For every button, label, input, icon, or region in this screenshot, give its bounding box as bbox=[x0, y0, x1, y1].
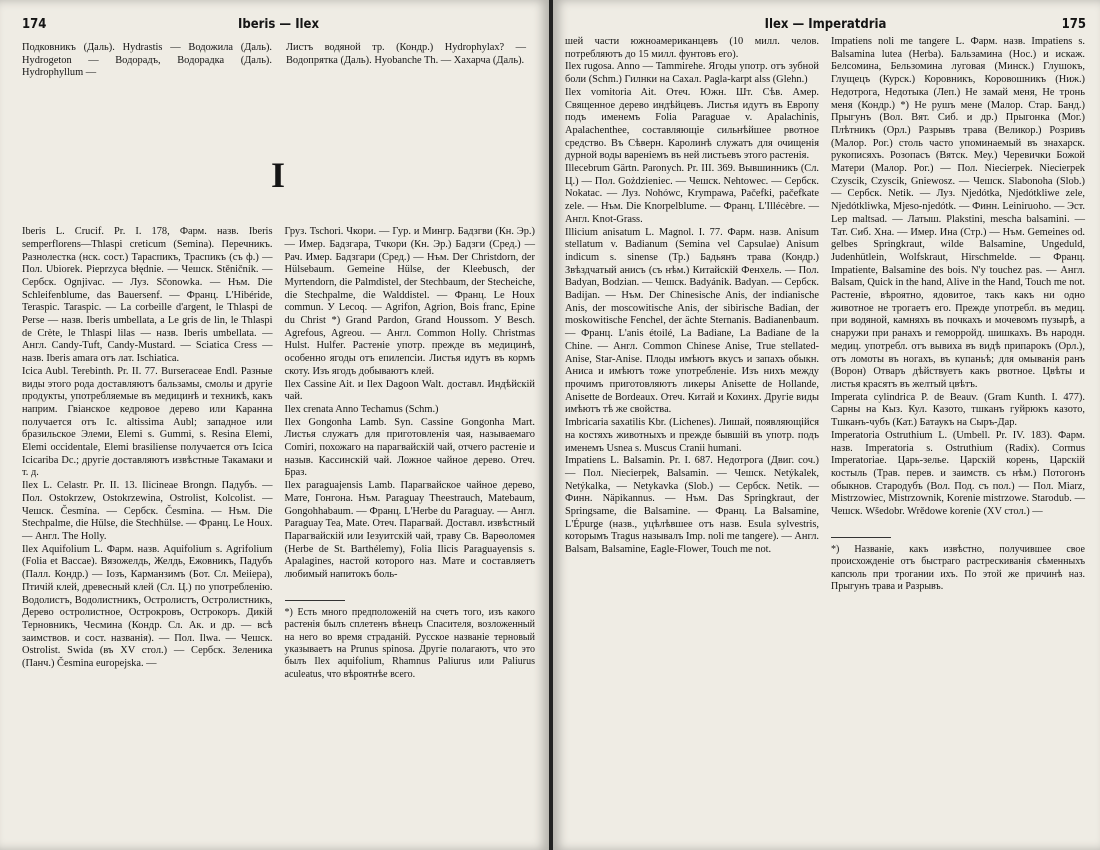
left-column-1 bbox=[22, 226, 273, 681]
entry-ilex-rugosa: Ilex rugosa. Anno — Tammirehe. Ягоды употр. отъ зубной боли (Schm.) Гилнки на Сахал. Pagla-karpt alss (Glehn.) bbox=[565, 61, 819, 86]
left-columns bbox=[22, 226, 535, 681]
entry-impatiens: Impatiens L. Balsamin. Pr. I. 687. Недотрога (Двиг. соч.) — Пол. Niecierpek, Balsamin. — Чешск. Netýkalek, Netýkalka, — Netykavka (Slob.) — Сербск. Netik. — Финн. Näpikannus. — Нъм. Das Springkraut, der Springsame, die Balsamine. — Франц. La Balsamine, L'Épurge (назв., уцѣлѣвшее отъ назв. Esula sylvestris, которымъ Tragus называлъ Imp. noli me tangere). — Англ. Balsam, Balsamine, Eagle-Flower, Touch me not. bbox=[565, 455, 819, 556]
entry-iberis: Iberis L. Crucif. Pr. I. 178, Фарм. назв. Iberis semperflorens—Thlaspi creticum (Semina). Перечникъ. Разнолестка (нск. сост.) Тараспикъ, Траспикъ (съ ф.) — Пол. Ubiorek. Pieprzyca błędnie. — Чешск. Stěničník. — Сербск. Ognjivac. — Луз. Sčonowka. — Нъм. Die Schleifenblume, das Bauersenf. — Франц. L'Hibéride, Teraspic. Taraspic. — La corbeille d'argent, le Thlaspi de Perse — назв. Iberis umbellata, a Le gris de lin, le Thlaspi de Crète, le Thlaspi lilas — назв. Iberis umbellata. — Англ. Candy-Tuft, Candy-Mustard. — Sciatica Cress — назв. Iberis amara отъ лат. Ischiatica. bbox=[22, 226, 273, 365]
entry-ilex-aquifolium: Ilex Aquifolium L. Фарм. назв. Aquifolium s. Agrifolium (Folia et Baccae). Вязожелдь, Желдь, Ежовникъ, Падубъ (Палл. Кондр.) — Іозъ, Карманзимъ (Бот. Сл. Меііера), Птичій клей, древесный клей (Сл. Ц.) по употребленію. Водолистъ, Водолистникъ, Остролистъ, Остролистникъ, Дерево остролистное, Острокровъ, Острокоръ. Дикій Терновникъ, Чесмина (Кондр. Сл. Ак. и др. — всѣ заимствов. и сост. названія). — Пол. Ilwa. — Чешск. Ostrolist. Swida (въ XV стол.) — Сербск. Зеленика (Панч.) Česmina europejska. — bbox=[22, 543, 273, 670]
entry-imperatoria: Imperatoria Ostruthium L. (Umbell. Pr. IV. 183). Фарм. назв. Imperatoria s. Ostruthium (Radix). Cormus Imperatoriae. Царь-зелье. Царскій корень, Царскій костыль (Трав. перев. и заимств. съ нѣм.) Потогонъ обыкнов. Стародубъ (Вол. Под. съ пол.) — Пол. Miarz, Mistrzowiec, Mistrzownik, Korenie mistrzowe. Starodub. — Чешск. Wšedobr. Wrědowe korenie (XV стол.) — bbox=[831, 429, 1085, 518]
entry-ilex-cassine: Ilex Cassine Ait. и Ilex Dagoon Walt. доставл. Индѣйскій чай. bbox=[284, 378, 535, 403]
entry-illecebrum: Illecebrum Gärtn. Paronych. Pr. III. 369. Вывшинникъ (Сл. Ц.) — Пол. Gożdzieniec. — Чешск. Nehtowec. — Сербск. Nokatac. — Луз. Nohówc, Krympawa, Pačefki, pačefkate zele. — Нъм. Die Knorpelblume. — Франц. L'Illécèbre. — Англ. Knot-Grass. bbox=[565, 163, 819, 225]
page-number-right: 175 bbox=[1061, 17, 1086, 32]
entry-imperata: Imperata cylindrica P. de Beauv. (Gram Kunth. I. 477). Сарны на Кыз. Кул. Казото, тшканъ гуйрюкъ казото, Тшканъ-чубъ (Кат.) Батаукъ на Сыръ-Дар. bbox=[831, 391, 1085, 429]
section-letter: I bbox=[270, 155, 286, 196]
running-head-left bbox=[22, 14, 535, 36]
entry-ilex-gongonha: Ilex Gongonha Lamb. Syn. Cassine Gongonha Mart. Листья служатъ для приготовленія чая, называемаго Comiri, похожаго на парагвайскій чай, отчего растеніе и назыв. Кассинскій чай. Ложное чайное дерево. Отеч. Браз. bbox=[284, 416, 535, 479]
entry-ilex: Ilex L. Celastr. Pr. II. 13. Ilicineae Brongn. Падубъ. — Пол. Ostokrzew, Ostokrzewina, Ostrolist, Kolcolist. — Чешск. Česmína. — Сербск. Česmina. — Нъм. Die Stechpalme, die Hülse, die Stechhülse. — Франц. Le Houx. — Англ. The Holly. bbox=[22, 480, 273, 542]
entry-ilex-aquifolium-cont: Груз. Tschori. Чкори. — Гур. и Мингр. Бадзгви (Кн. Эр.) — Имер. Бадзгара, Тчкори (Кн. Эр.) Бадзги (Сред.) — Рач. Имер. Бадзгари (Сред.) — Нъм. Der Christdorn, der Hülsebaum. Gemeine Hülse, der Kleebusch, der Myrtendorn, die Palmdistel, der Stechbaum, der Stecheiche, die Stechpalme, die Walddistel. — Франц. Le Houx commun. У Lecoq. — Agrifon, Agrion, Bois franc, Epine du Christ *) Grand Pardon, Grand Houssom. У Besch. Agrefous, Agreou. — Англ. Common Holly. Christmas Hulst. Hulfer. Растеніе употр. прежде въ медицинѣ, особенно ягоды отъ епилепсіи. Листья идутъ въ кормъ скоту. Изъ ягодъ добываютъ клей. bbox=[284, 226, 535, 377]
running-title-left: Iberis — Ilex bbox=[237, 17, 320, 32]
entry-paraguajensis-cont: шей части южноамериканцевъ (10 милл. челов. потребляютъ до 15 милл. фунтовъ его). bbox=[565, 36, 819, 60]
footnote-separator-right bbox=[831, 537, 891, 538]
entry-illicium-anisatum: Illicium anisatum L. Magnol. I. 77. Фарм. назв. Anisum stellatum v. Badianum (Semina vel Capsulae) Anisum indicum s. sinense (Тр.) Бадьянъ трава (Кондр.) Звѣздчатый анисъ (съ нѣм.) Китайскій Фенхель. — Пол. Badyan, Bodzian. — Чешск. Badyánik. Badyan. — Сербск. Badijan. — Нъм. Der Chinesische Anis, der indianische Anis, der moscowitische Anis, der sibirische Badian, der moskowitische Fenchel, der ächte Sternanis. Badianenbaum. — Франц. L'anis étoilé, La Badiane, La Badiane de la Chine. — Англ. Common Chinese Anise, True stellated-Anise, Star-Anise. Плоды имѣютъ вкусъ и запахъ обыкн. Аниса и имѣютъ тоже употребленіе. Изъ нихъ между прочимъ приготовляютъ ликеры Anisette de Hollande, Anisette de Bordeaux. Отеч. Китай и Кохинх. Другіе виды имѣютъ тѣ же свойства. bbox=[565, 226, 819, 416]
continuation-right-text: Листъ водяной тр. (Кондр.) Hydrophylax? — Водопрятка (Даль). Hyobanche Th. — Хахарча (Даль). bbox=[286, 42, 526, 66]
continuation-block bbox=[22, 42, 535, 80]
entry-ilex-crenata: Ilex crenata Anno Techamus (Schm.) bbox=[284, 403, 439, 415]
page-number-left: 174 bbox=[22, 17, 47, 32]
right-columns bbox=[565, 36, 1086, 593]
entry-ilex-vomitoria: Ilex vomitoria Ait. Отеч. Южн. Шт. Сѣв. Амер. Священное дерево индѣйцевъ. Листья идутъ въ Европу подъ именемъ Folia Paraguae v. Apalachinis, Apalachenthee, составляющіе сильнѣйшее рвотное средство. Въ Сѣверн. Каролинѣ служатъ для очищенія дурной воды вареніемъ въ ней листьевъ этого растенія. bbox=[565, 86, 819, 162]
entry-icica: Icica Aubl. Terebinth. Pr. II. 77. Burseraceae Endl. Разные виды этого рода доставляютъ бальзамы, смолы и другіе продукты, употребляемые въ медицинѣ и техникѣ, какъ наприм. Гвіанское кедровое дерево или Каранна получается отъ Ic. altissima Aubl; западное или бразильское Элеми, Elemi s. Gummi, s. Resina Elemi, Elemi occidentale, Elemi brasiliense получается отъ Icica Icicariba Dc.; другіе доставляютъ извѣстные Такамаки и т. д. bbox=[22, 365, 273, 479]
left-column-2 bbox=[285, 226, 536, 681]
footnote-left: *) Есть много предположеній на счетъ того, изъ какого растенія былъ сплетенъ вѣнецъ Спасителя, возложенный на него во время страданій. Русское названіе терновый указываетъ на Prunus spinosa. Другіе полагаютъ, что это былъ Ilex aquifolium, Rhamnus Paliurus или Paliurus aculeatus, что вѣроятнѣе всего. bbox=[284, 606, 535, 680]
running-head-right bbox=[565, 14, 1086, 36]
running-title-right: Ilex — Imperatdria bbox=[764, 17, 887, 32]
left-page bbox=[0, 0, 549, 850]
right-page bbox=[553, 0, 1100, 850]
footnote-separator bbox=[285, 600, 345, 601]
right-column-1 bbox=[565, 36, 819, 593]
right-column-2 bbox=[831, 36, 1085, 593]
entry-imbricaria: Imbricaria saxatilis Kbr. (Lichenes). Лишай, появляющійся на костяхъ животныхъ и прежде бывшій въ употр. подъ именемъ Usnea s. Muscus Cranii humani. bbox=[565, 417, 819, 454]
footnote-right: *) Названіе, какъ извѣстно, получившее свое происхожденіе отъ быстраго растрескиванія сѣменныхъ капсюль при трогании ихъ. По этой же причинѣ наз. Прыгунъ трава и Разрывъ. bbox=[831, 543, 1085, 592]
entry-impatiens-noli: Impatiens noli me tangere L. Фарм. назв. Impatiens s. Balsamina lutea (Herba). Бальзамина (Нос.) и искаж. Белсомина, Бельзомина луговая (Минск.) Глушокъ, Глущецъ (Курск.) Коровникъ, Коровошникъ (Ниж.) Недотрога, Недотыка (Леп.) Не замай меня, Не тронь меня (Кондр.) *) Не рушъ мене (Малор. Стар. Банд.) Прыгунъ (Вол. Вят. Сиб. и др.) Прыгонка (Мог.) Плѣтникъ (Орл.) Разрывъ трава (Великор.) Розривъ (Малор. Рог.) столь часто упоминаемый въ знахарск. рукописяхъ. Розопасъ (Вятск. Меу.) Черевички Божой Матери (Малор. Рог.) — Пол. Niecierpek. Niecierpek Czyscik, Czyscik, Gniewosz. — Чешск. Slabonoha (Slob.) — Сербск. Netik. — Луз. Njedótka, Njedótkliwe zele, Njedótkliwka, Mjeso-njedótk. — Финн. Leiniruoho. — Эст. Lep maltsad. — Латыш. Plakstini, mescha balsamini. — Тат. Сиб. Хна. — Имер. Ина (Стр.) — Нъм. Gemeines od. gelbes Springkraut, wilde Balsamine, Ungeduld, Judenhütlein, Wolfskraut, Hirschmelde. — Франц. Impatiente, Balsamine des bois. N'y touchez pas. — Англ. Balsam, Quick in the hand, Alive in the Hand, Touch me not. Растеніе, вѣроятно, ядовитое, такъ какъ ни одно животное не трогаетъ его. Прежде употребл. въ медиц. при водяной, камняхъ въ почкахъ и мочевомъ пузырѣ, а снаружи при ранахъ и геморройд. шишкахъ. Въ народн. медиц. употребл. отъ вывиха въ видѣ припарокъ (Орл.), отъ ломоты въ ногахъ, въ купаньѣ; для омыванія ранъ (Ворон) Отваръ дѣйствуетъ какъ рвотное. Цвѣты и листья красятъ въ желтый цвѣтъ. bbox=[831, 36, 1085, 390]
entry-ilex-paraguajensis: Ilex paraguajensis Lamb. Парагвайское чайное дерево, Мате, Гонгона. Нъм. Paraguay Theestrauch, Matebaum, Gongohhabaum. — Франц. L'Herbe du Paraguay. — Англ. Paraguay Tea, Mate. Отеч. Парагвай. Доставл. извѣстный Парагвайскій или Іезуитскій чай, траву Св. Варѳоломея (Herbe de St. Barthélemy), Folia Ilicis Paraguayensis s. Apalagines, настой которого наз. Мате и составляетъ любимый напитокъ боль- bbox=[284, 480, 535, 581]
continuation-left-text: Подковникъ (Даль). Hydrastis — Водожила (Даль). Hydrogeton — Водорадъ, Водорадка (Даль). Hydrophyllum — bbox=[22, 42, 272, 79]
